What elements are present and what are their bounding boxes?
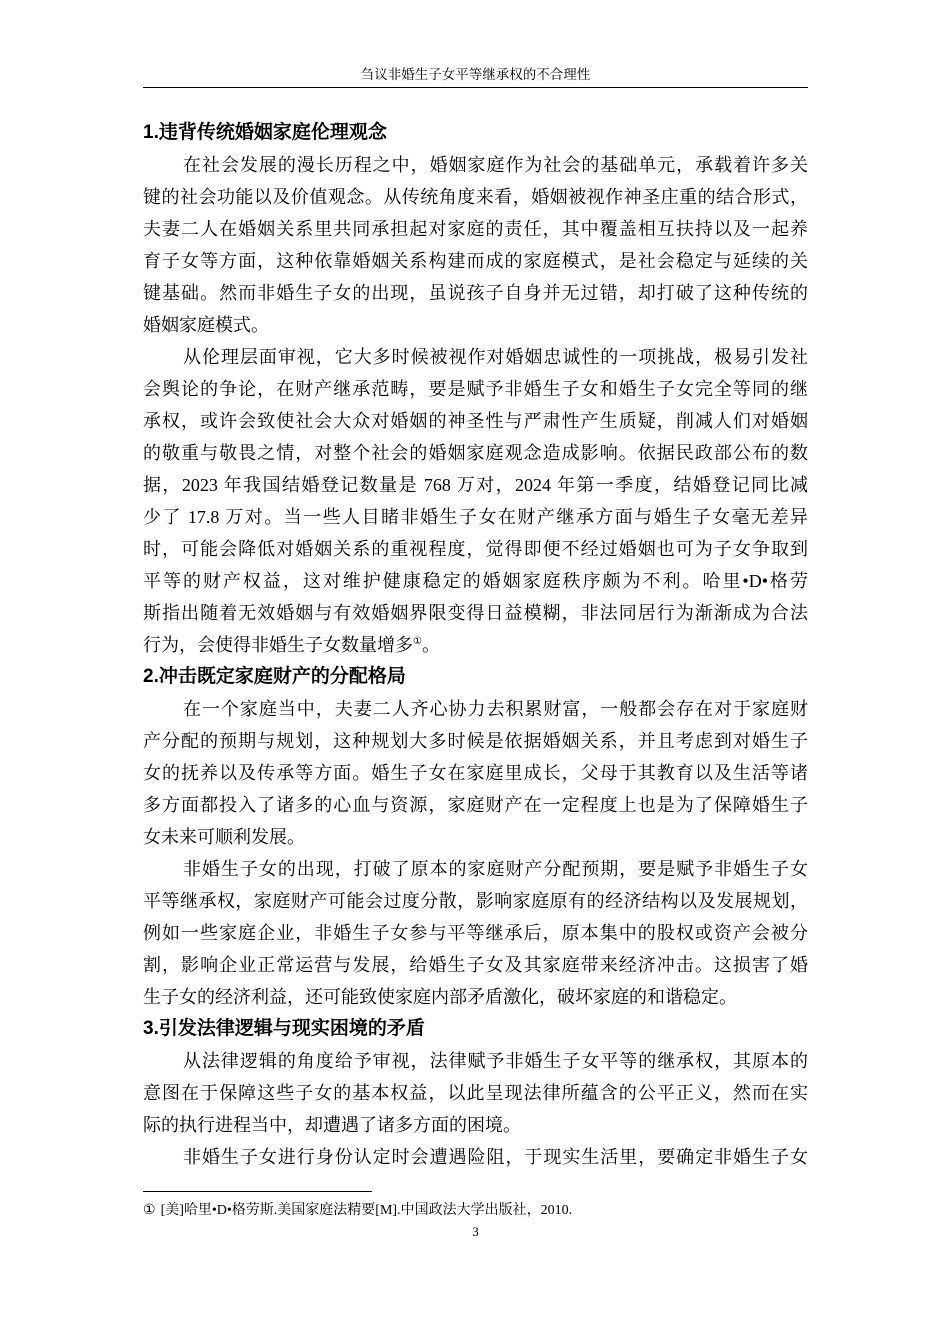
paragraph-line (143, 629, 808, 661)
paragraph-line: 夫妻二人在婚姻关系里共同承担起对家庭的责任，其中覆盖相互扶持以及一起养 (143, 219, 808, 239)
paragraph-4 (143, 853, 808, 1013)
paragraph-line: 在一个家庭当中，夫妻二人齐心协力去积累财富，一般都会存在对于家庭财 (183, 699, 808, 719)
line-text: 行为，会使得非婚生子女数量增多 (143, 635, 413, 655)
section-heading-1: 1.违背传统婚姻家庭伦理观念 (143, 122, 387, 143)
footnote-text: [美]哈里•D•格劳斯.美国家庭法精要[M].中国政法大学出版社，2010. (160, 1203, 573, 1218)
paragraph-line: 女的抚养以及传承等方面。婚生子女在家庭里成长，父母于其教育以及生活等诸 (143, 763, 808, 783)
paragraph-line: 时，可能会降低对婚姻关系的重视程度，觉得即便不经过婚姻也可为子女争取到 (143, 539, 808, 559)
header-rule (143, 87, 808, 88)
line-text: 。 (421, 635, 440, 655)
paragraph-line: 生子女的经济利益，还可能致使家庭内部矛盾激化，破坏家庭的和谐稳定。 (143, 987, 737, 1007)
paragraph-line: 非婚生子女的出现，打破了原本的家庭财产分配预期，要是赋予非婚生子女 (183, 859, 808, 879)
paragraph-6 (143, 1141, 808, 1173)
paragraph-2 (143, 341, 808, 661)
paragraph-line: 意图在于保障这些子女的基本权益，以此呈现法律所蕴含的公平正义，然而在实 (143, 1083, 808, 1103)
paragraph-line: 平等的财产权益，这对维护健康稳定的婚姻家庭秩序颇为不利。哈里•D•格劳 (143, 571, 808, 591)
paragraph-line: 平等继承权，家庭财产可能会过度分散，影响家庭原有的经济结构以及发展规划， (143, 891, 808, 911)
paragraph-line: 产分配的预期与规划，这种规划大多时候是依据婚姻关系，并且考虑到对婚生子 (143, 731, 808, 751)
paragraph-line: 非婚生子女进行身份认定时会遭遇险阻，于现实生活里，要确定非婚生子女 (183, 1147, 808, 1167)
paragraph-line: 斯指出随着无效婚姻与有效婚姻界限变得日益模糊，非法同居行为渐渐成为合法 (143, 603, 808, 623)
paragraph-line: 割，影响企业正常运营与发展，给婚生子女及其家庭带来经济冲击。这损害了婚 (143, 955, 808, 975)
paragraph-5 (143, 1045, 808, 1141)
footnote (143, 1201, 808, 1221)
paragraph-line: 据，2023 年我国结婚登记数量是 768 万对，2024 年第一季度，结婚登记同比减 (143, 475, 808, 495)
paragraph-line: 键基础。然而非婚生子女的出现，虽说孩子自身并无过错，却打破了这种传统的 (143, 283, 808, 303)
page-number: 3 (472, 1224, 479, 1239)
paragraph-line: 例如一些家庭企业，非婚生子女参与平等继承后，原本集中的股权或资产会被分 (143, 923, 808, 943)
paragraph-line: 会舆论的争论，在财产继承范畴，要是赋予非婚生子女和婚生子女完全等同的继 (143, 379, 808, 399)
paragraph-line: 女未来可顺利发展。 (143, 827, 305, 847)
body-text (143, 117, 808, 1173)
paragraph-line: 际的执行进程当中，却遭遇了诸多方面的困境。 (143, 1115, 521, 1135)
footnote-marker: ① (143, 1203, 156, 1218)
paragraph-line: 少了 17.8 万对。当一些人目睹非婚生子女在财产继承方面与婚生子女毫无差异 (143, 507, 808, 527)
paragraph-line: 在社会发展的漫长历程之中，婚姻家庭作为社会的基础单元，承载着许多关 (183, 155, 808, 175)
paragraph-line: 键的社会功能以及价值观念。从传统角度来看，婚姻被视作神圣庄重的结合形式， (143, 187, 808, 207)
running-header: 刍议非婚生子女平等继承权的不合理性 (360, 67, 591, 82)
paragraph-1 (143, 149, 808, 341)
footnote-ref: ① (413, 636, 422, 647)
paragraph-line: 多方面都投入了诸多的心血与资源，家庭财产在一定程度上也是为了保障婚生子 (143, 795, 808, 815)
section-heading-3: 3.引发法律逻辑与现实困境的矛盾 (143, 1018, 425, 1039)
paragraph-line: 从伦理层面审视，它大多时候被视作对婚姻忠诚性的一项挑战，极易引发社 (183, 347, 808, 367)
section-heading-2: 2.冲击既定家庭财产的分配格局 (143, 666, 406, 687)
footnote-rule (143, 1191, 372, 1192)
paragraph-line: 从法律逻辑的角度给予审视，法律赋予非婚生子女平等的继承权，其原本的 (183, 1051, 808, 1071)
paragraph-line: 承权，或许会致使社会大众对婚姻的神圣性与严肃性产生质疑，削减人们对婚姻 (143, 411, 808, 431)
paragraph-line: 的敬重与敬畏之情，对整个社会的婚姻家庭观念造成影响。依据民政部公布的数 (143, 443, 808, 463)
paragraph-line: 婚姻家庭模式。 (143, 315, 269, 335)
paragraph-line: 育子女等方面，这种依靠婚姻关系构建而成的家庭模式，是社会稳定与延续的关 (143, 251, 808, 271)
paragraph-3 (143, 693, 808, 853)
